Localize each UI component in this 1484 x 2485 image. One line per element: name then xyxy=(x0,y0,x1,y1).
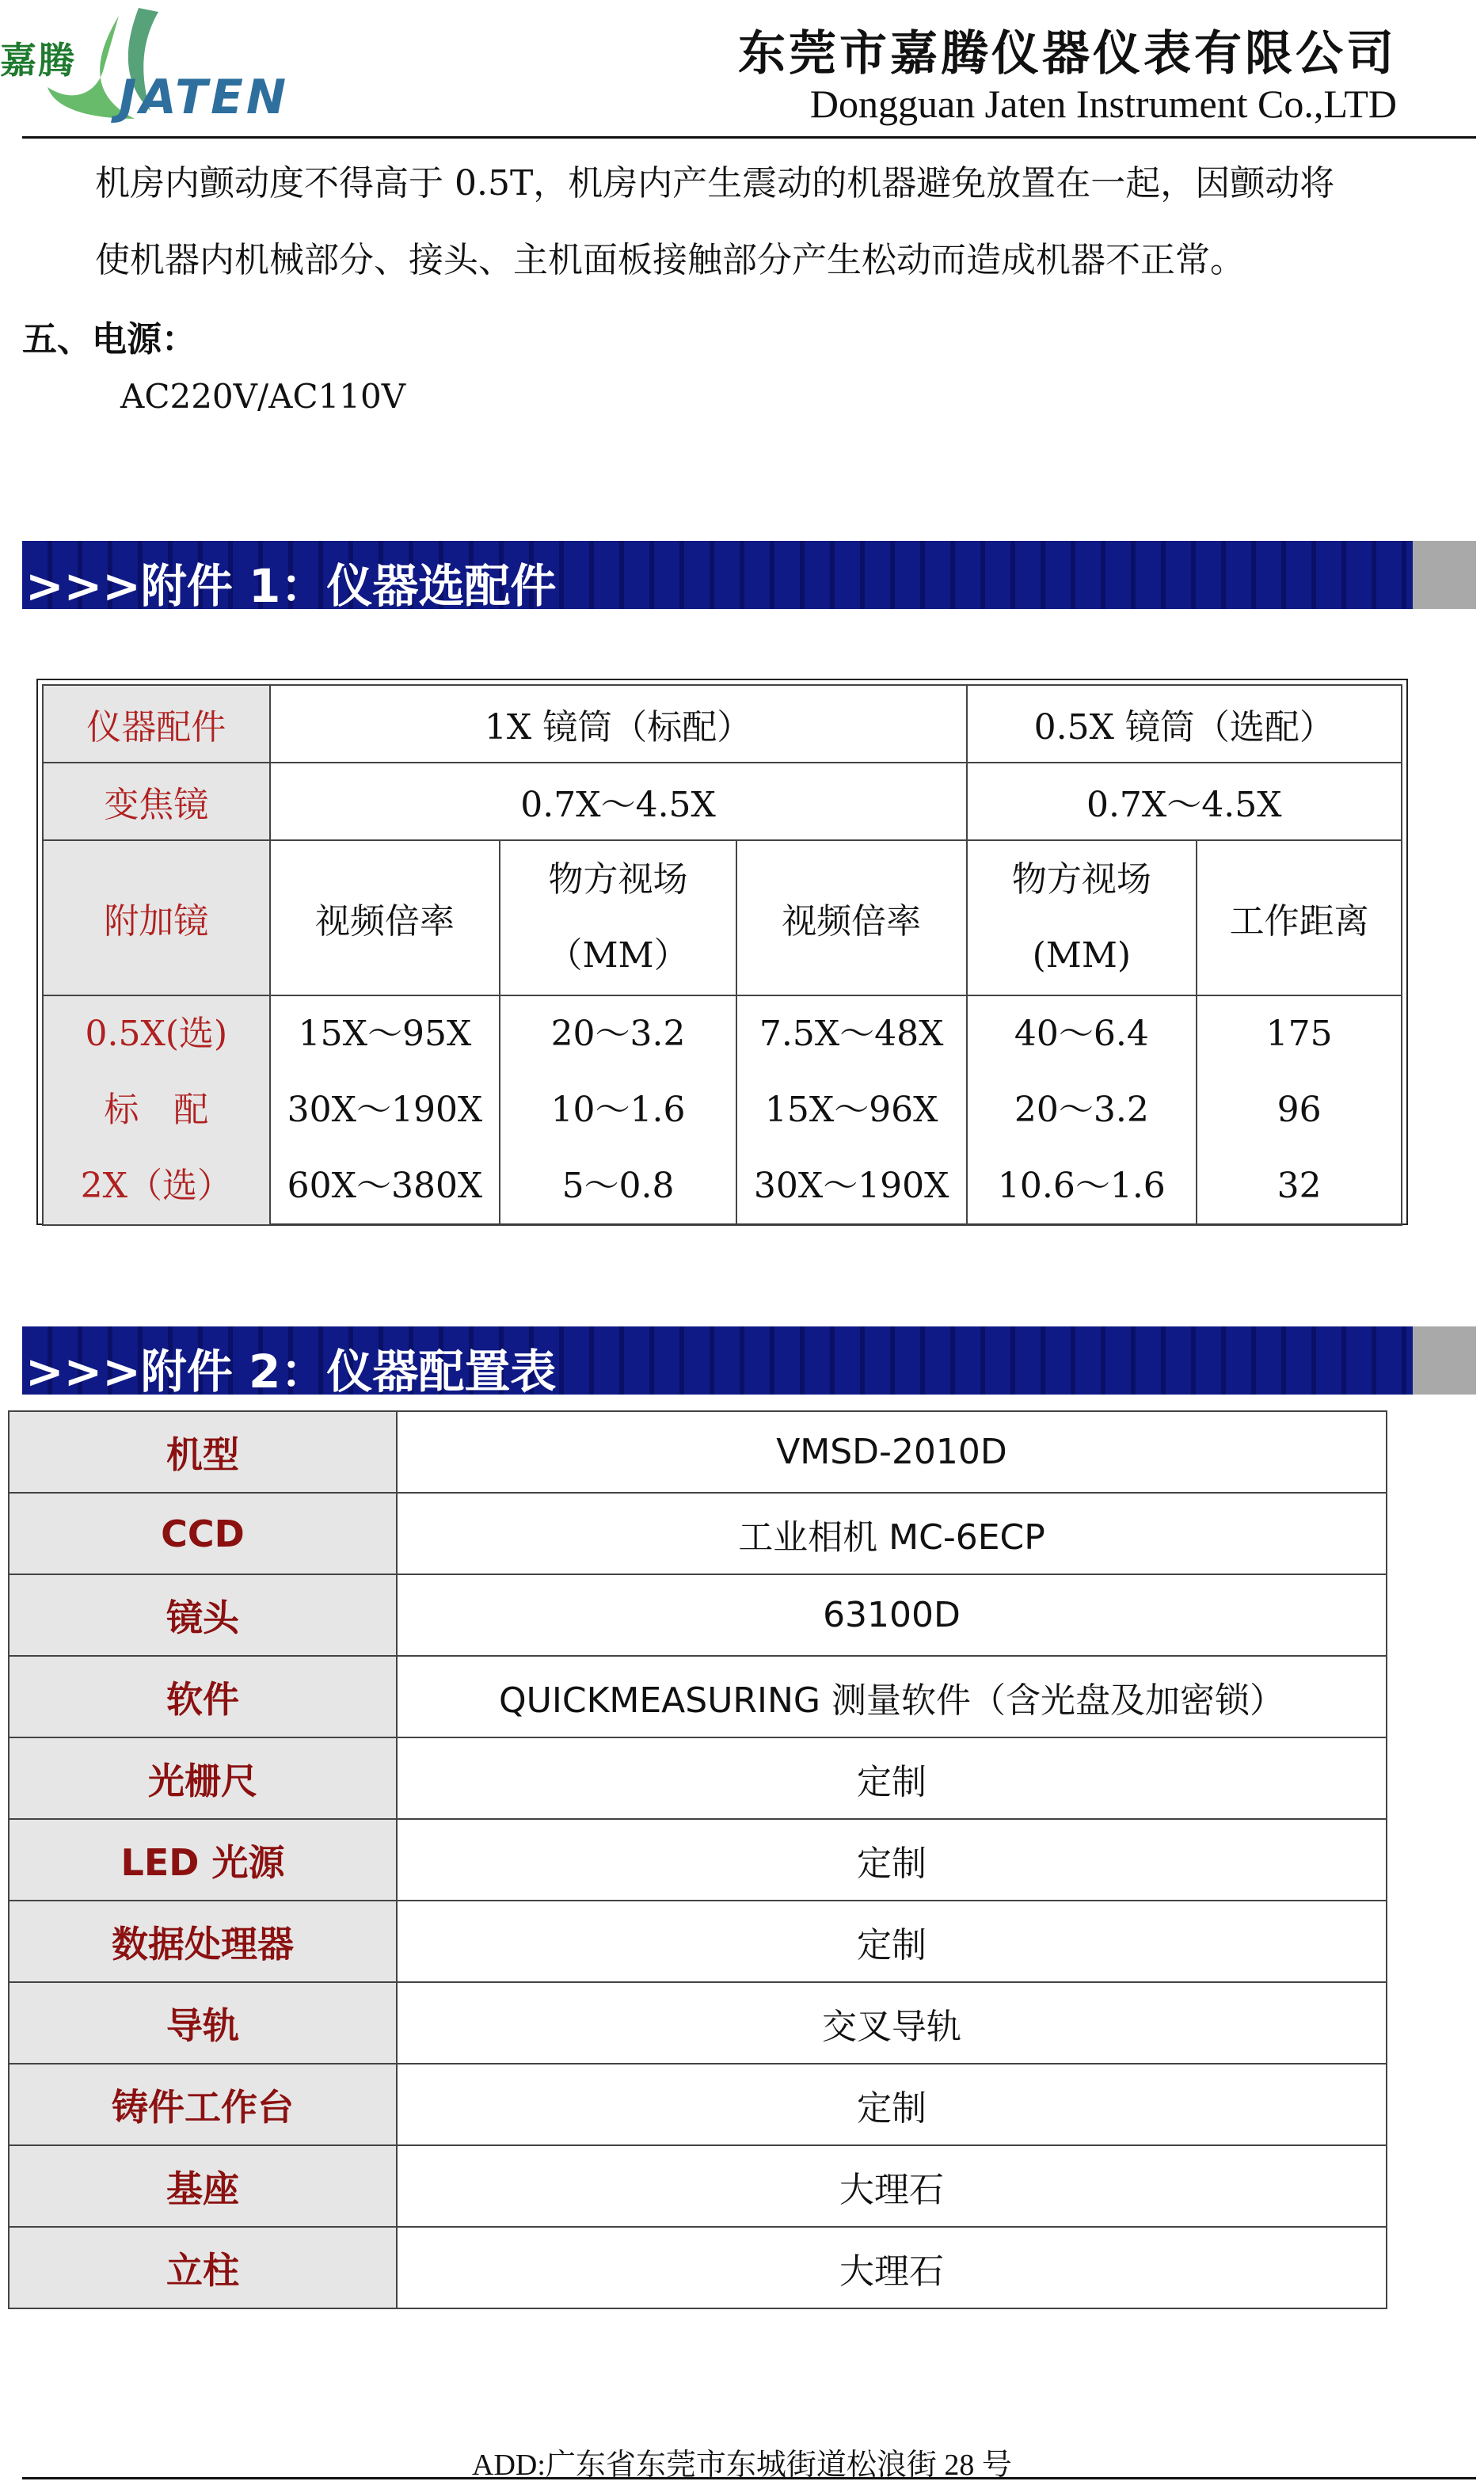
cell-line: 5～0.8 xyxy=(561,1166,675,1206)
logo-text-en: JATEN xyxy=(119,70,290,125)
table-row xyxy=(9,1574,1387,1656)
table-cell: 0.7X～4.5X xyxy=(270,763,967,840)
row-label: 附加镜 xyxy=(43,840,270,995)
table-row xyxy=(9,1493,1387,1574)
row-label-line: 标 配 xyxy=(104,1090,209,1130)
column-header: 视频倍率 xyxy=(736,840,967,995)
config-key: 机型 xyxy=(9,1411,397,1493)
table-row-group xyxy=(43,995,1402,1225)
table-cell: 1X 镜筒（标配） xyxy=(270,685,967,763)
appendix2-title: >>>附件 2：仪器配置表 xyxy=(25,1345,557,1399)
config-value: 交叉导轨 xyxy=(397,1982,1387,2064)
config-key: 镜头 xyxy=(9,1574,397,1656)
table-row xyxy=(9,1901,1387,1982)
cell-line: 30X～190X xyxy=(753,1166,949,1206)
table-cell xyxy=(270,995,500,1225)
config-value: 定制 xyxy=(397,1737,1387,1819)
table-row xyxy=(9,2227,1387,2308)
config-key: 软件 xyxy=(9,1656,397,1737)
cell-line: 10～1.6 xyxy=(550,1090,686,1130)
cell-line: 15X～95X xyxy=(298,1014,472,1054)
header-divider xyxy=(22,136,1476,139)
config-key: CCD xyxy=(9,1493,397,1574)
table-cell xyxy=(736,995,967,1225)
cell-line: 40～6.4 xyxy=(1014,1014,1149,1054)
cell-line: 32 xyxy=(1277,1166,1322,1206)
configuration-table xyxy=(8,1410,1387,2309)
cell-line: 20～3.2 xyxy=(1014,1090,1149,1130)
table-cell: 0.5X 镜筒（选配） xyxy=(967,685,1402,763)
column-header xyxy=(967,840,1197,995)
footer-divider xyxy=(22,2477,1476,2479)
config-key: 立柱 xyxy=(9,2227,397,2308)
table-row xyxy=(43,840,1402,995)
config-key: 铸件工作台 xyxy=(9,2064,397,2145)
table-row xyxy=(9,2145,1387,2227)
column-header: 视频倍率 xyxy=(270,840,500,995)
config-key: 导轨 xyxy=(9,1982,397,2064)
power-heading: 五、电源： xyxy=(22,319,196,360)
cell-line: 7.5X～48X xyxy=(759,1014,944,1054)
table-row xyxy=(9,1656,1387,1737)
power-value: AC220V/AC110V xyxy=(120,377,406,416)
table-cell xyxy=(1197,995,1402,1225)
cell-line: 10.6～1.6 xyxy=(997,1166,1166,1206)
config-value: 定制 xyxy=(397,2064,1387,2145)
table-cell xyxy=(967,995,1197,1225)
column-header-unit: （MM） xyxy=(547,935,689,976)
cell-line: 30X～190X xyxy=(287,1090,483,1130)
table-row xyxy=(43,685,1402,763)
row-label xyxy=(43,995,270,1225)
column-header-unit: (MM) xyxy=(1032,935,1132,976)
table-row xyxy=(9,1982,1387,2064)
config-value: 大理石 xyxy=(397,2145,1387,2227)
row-label: 变焦镜 xyxy=(43,763,270,840)
intro-line-2: 使机器内机械部分、接头、主机面板接触部分产生松动而造成机器不正常。 xyxy=(95,240,1245,280)
cell-line: 60X～380X xyxy=(287,1166,483,1206)
config-key: 光栅尺 xyxy=(9,1737,397,1819)
config-key: 基座 xyxy=(9,2145,397,2227)
company-logo xyxy=(0,0,290,135)
accessories-table xyxy=(36,679,1408,1225)
column-header-line: 物方视场 xyxy=(1011,859,1151,900)
config-value: 工业相机 MC-6ECP xyxy=(397,1493,1387,1574)
footer-address: ADD:广东省东莞市东城街道松浪街 28 号 xyxy=(472,2449,1012,2482)
row-label: 仪器配件 xyxy=(43,685,270,763)
table-row xyxy=(9,1819,1387,1901)
row-label-line: 2X（选） xyxy=(80,1166,232,1206)
table-cell: 0.7X～4.5X xyxy=(967,763,1402,840)
config-value: QUICKMEASURING 测量软件（含光盘及加密锁） xyxy=(397,1656,1387,1737)
cell-line: 175 xyxy=(1265,1014,1333,1054)
column-header: 工作距离 xyxy=(1197,840,1402,995)
row-label-line: 0.5X(选) xyxy=(85,1014,228,1054)
company-name-en: Dongguan Jaten Instrument Co.,LTD xyxy=(809,82,1397,126)
table-cell xyxy=(500,995,736,1225)
logo-text-cn: 嘉腾 xyxy=(0,39,76,82)
appendix1-title: >>>附件 1：仪器选配件 xyxy=(25,559,557,613)
table-row xyxy=(9,1737,1387,1819)
config-key: 数据处理器 xyxy=(9,1901,397,1982)
config-value: 定制 xyxy=(397,1819,1387,1901)
config-value: 大理石 xyxy=(397,2227,1387,2308)
config-value: 63100D xyxy=(397,1574,1387,1656)
table-row xyxy=(9,2064,1387,2145)
cell-line: 15X～96X xyxy=(764,1090,938,1130)
column-header-line: 物方视场 xyxy=(548,859,688,900)
company-name-cn: 东莞市嘉腾仪器仪表有限公司 xyxy=(738,26,1397,82)
appendix2-banner xyxy=(22,1326,1476,1399)
config-value: 定制 xyxy=(397,1901,1387,1982)
column-header xyxy=(500,840,736,995)
intro-line-1: 机房内颤动度不得高于 0.5T，机房内产生震动的机器避免放置在一起，因颤动将 xyxy=(95,163,1335,204)
cell-line: 20～3.2 xyxy=(550,1014,686,1054)
config-value: VMSD-2010D xyxy=(397,1411,1387,1493)
appendix1-banner xyxy=(22,541,1476,613)
table-row xyxy=(9,1411,1387,1493)
config-key: LED 光源 xyxy=(9,1819,397,1901)
table-row xyxy=(43,763,1402,840)
cell-line: 96 xyxy=(1277,1090,1322,1130)
